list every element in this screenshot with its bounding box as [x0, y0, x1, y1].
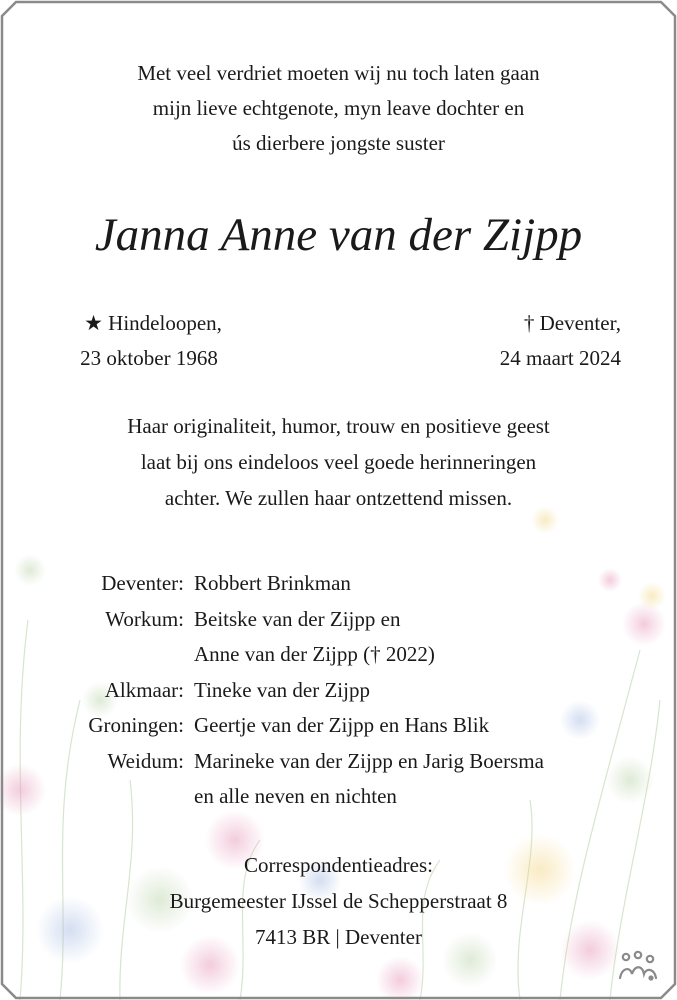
intro-line: mijn lieve echtgenote, myn leave dochter en: [152, 96, 525, 120]
family-names: Geertje van der Zijpp en Hans Blik: [194, 713, 490, 737]
family-row: [0, 566, 677, 602]
family-row: [0, 708, 677, 744]
family-place: Weidum:: [107, 748, 184, 773]
tribute-line: laat bij ons eindeloos veel goede herinneringen: [140, 450, 537, 474]
family-names: Anne van der Zijpp († 2022): [194, 642, 435, 666]
family-row: [0, 779, 677, 815]
family-place: Deventer:: [101, 571, 184, 595]
family-row: [0, 673, 677, 709]
tribute-line: Haar originaliteit, humor, trouw en positieve geest: [127, 414, 550, 438]
family-names: Beitske van der Zijpp en: [194, 606, 401, 631]
family-place: Groningen:: [88, 713, 184, 737]
memorial-logo-icon: [616, 948, 660, 988]
family-row: [0, 744, 677, 780]
birth-info: [54, 306, 244, 376]
family-list: [0, 566, 677, 815]
intro-line: ús dierbere jongste suster: [232, 131, 445, 155]
family-names: Marineke van der Zijpp en Jarig Boersma: [194, 748, 544, 773]
correspondence-address: [40, 847, 637, 955]
family-row: [0, 637, 677, 673]
death-date: 24 maart 2024: [499, 346, 621, 370]
family-place: [0, 779, 184, 815]
family-place: [0, 637, 184, 673]
family-row: [0, 602, 677, 638]
correspondence-street: Burgemeester IJssel de Schepperstraat 8: [169, 889, 508, 913]
intro-line: Met veel verdriet moeten wij nu toch laten gaan: [137, 61, 540, 85]
family-place: Alkmaar:: [104, 677, 184, 702]
family-names: Tineke van der Zijpp: [194, 677, 370, 702]
death-info: [421, 306, 621, 376]
family-names: Robbert Brinkman: [194, 571, 351, 595]
birth-date: 23 oktober 1968: [80, 346, 218, 370]
deceased-name: Janna Anne van der Zijpp: [94, 209, 583, 261]
family-place: Workum:: [105, 606, 184, 631]
correspondence-label: Correspondentieadres:: [244, 853, 433, 877]
family-names: en alle neven en nichten: [194, 784, 397, 808]
death-place: † Deventer,: [523, 311, 621, 335]
tribute-line: achter. We zullen haar ontzettend missen.: [164, 486, 513, 510]
birth-place: ★ Hindeloopen,: [84, 311, 222, 335]
correspondence-city: 7413 BR | Deventer: [255, 925, 422, 949]
intro-text: [40, 56, 637, 161]
tribute-text: [30, 408, 647, 516]
